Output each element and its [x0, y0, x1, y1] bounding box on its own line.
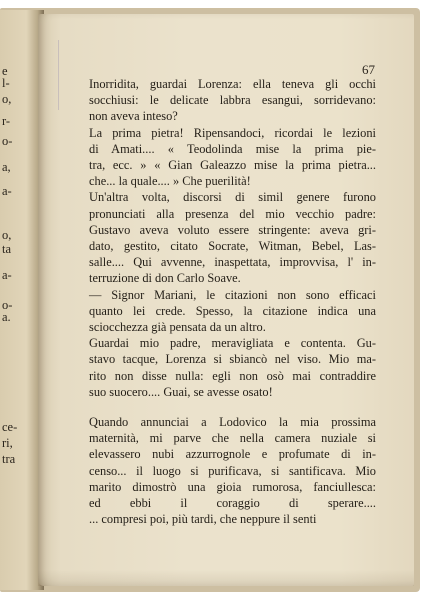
- text-line: elevassero nubi azzurrognole e profumate di in-: [89, 447, 376, 462]
- left-page-fragment: ri,: [2, 436, 13, 450]
- paragraph: [89, 414, 376, 527]
- text-line: di Amati.... « Teodolinda mise la prima pie-: [89, 141, 376, 156]
- text-line: dato, gestito, citato Socrate, Witman, Bebel, Las-: [89, 239, 376, 254]
- left-page-fragment: o-: [2, 298, 13, 312]
- left-page-fragment: a,: [2, 160, 11, 174]
- paragraph: [89, 189, 376, 286]
- text-line: Guardai mio padre, meravigliata e contenta. Gu-: [89, 336, 376, 351]
- paragraph: [89, 287, 376, 336]
- left-page-fragment: e: [2, 64, 8, 78]
- left-page-fragment: o-: [2, 134, 13, 148]
- text-line: che... la quale.... » Che puerilità!: [89, 174, 251, 189]
- body-text: [89, 76, 376, 527]
- left-page-fragment: o,: [2, 92, 12, 106]
- left-page-fragment: a-: [2, 184, 12, 198]
- text-line: suo suocero.... Guai, se avesse osato!: [89, 384, 273, 399]
- text-line: terruzione di don Carlo Soave.: [89, 271, 241, 286]
- text-line: tra, ecc. » « Gian Galeazzo mise la prima pietra...: [89, 158, 376, 173]
- left-page-fragment: tra: [2, 452, 16, 466]
- paragraph: [89, 335, 376, 400]
- left-page-fragment: ta: [2, 242, 12, 256]
- left-page-fragment: a.: [2, 310, 11, 324]
- text-line: non aveva inteso?: [89, 109, 178, 124]
- text-line: maternità, mi parve che nella camera nuziale si: [89, 431, 376, 446]
- page-bottom-shadow: [38, 570, 414, 586]
- text-line: quanto lei crede. Spesso, la citazione indica una: [89, 303, 376, 318]
- text-line: salle.... Qui avvenne, inaspettata, improvvisa, l' in-: [89, 255, 376, 270]
- text-line: socchiusi: le delicate labbra esangui, sorridevano:: [89, 93, 376, 108]
- text-line: censo... il luogo si purificava, si santificava. Mio: [89, 463, 376, 478]
- text-line: ed ebbi il coraggio di sperare....: [89, 496, 376, 511]
- text-line: rito non disse nulla: egli non osò mai contraddire: [89, 368, 376, 383]
- section-break: [89, 400, 376, 414]
- text-line: Gustavo aveva voluto essere stringente: aveva gri-: [89, 222, 376, 237]
- margin-mark: [58, 40, 59, 110]
- text-line: Inorridita, guardai Lorenza: ella teneva gli occhi: [89, 77, 376, 91]
- text-line: Un'altra volta, discorsi di simil genere furono: [89, 190, 376, 205]
- left-page-fragment: r-: [2, 114, 11, 128]
- paragraph: [89, 76, 376, 125]
- text-line: pronunciati alla presenza del mio vecchio padre:: [89, 206, 376, 221]
- left-page-fragment: a-: [2, 268, 12, 282]
- text-line: sciocchezza già pensata da un altro.: [89, 320, 266, 335]
- text-line: — Signor Mariani, le citazioni non sono efficaci: [89, 287, 376, 302]
- paragraph: [89, 125, 376, 190]
- text-line: La prima pietra! Ripensandoci, ricordai le lezioni: [89, 125, 376, 140]
- text-line: ... compresi poi, più tardi, che neppure il senti: [89, 512, 317, 527]
- text-line: Quando annunciai a Lodovico la mia prossima: [89, 415, 376, 430]
- left-page-fragment: ce-: [2, 420, 18, 434]
- left-page-fragment: o,: [2, 228, 12, 242]
- left-page-fragment: l-: [2, 76, 10, 90]
- text-line: marito dimostrò una gioia rumorosa, fanciullesca:: [89, 479, 376, 494]
- text-line: stavo tacque, Lorenza si sbiancò nel viso. Mio ma-: [89, 352, 376, 367]
- page-number: 67: [362, 62, 375, 77]
